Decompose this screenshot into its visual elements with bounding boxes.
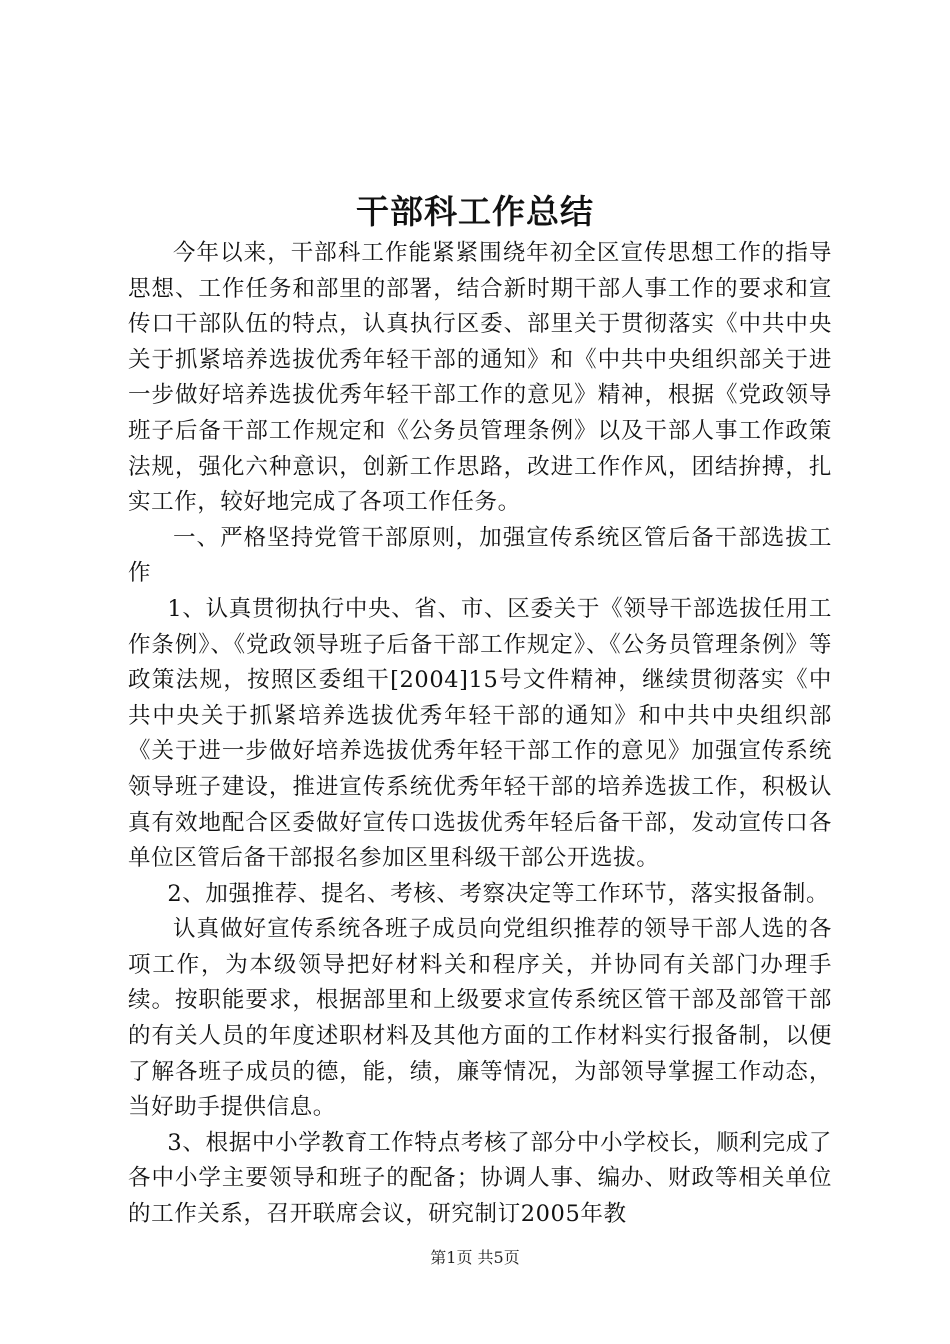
item-paragraph-3: 3、根据中小学教育工作特点考核了部分中小学校长，顺利完成了各中小学主要领导和班子的配备；协调人事、编办、财政等相关单位的工作关系，召开联席会议，研究制订2005年教 xyxy=(128,1129,832,1228)
page-number-footer: 第1页 共5页 xyxy=(430,1248,520,1267)
document-body xyxy=(128,236,832,1233)
item-paragraph-1: 1、认真贯彻执行中央、省、市、区委关于《领导干部选拔任用工作条例》、《党政领导班子后备干部工作规定》、《公务员管理条例》等政策法规，按照区委组干[2004]15号文件精神，继续贯彻落实《中共中央关于抓紧培养选拔优秀年轻干部的通知》和中共中央组织部《关于进一步做好培养选拔优秀年轻干部工作的意见》加强宣传系统领导班子建设，推进宣传系统优秀年轻干部的培养选拔工作，积极认真有效地配合区委做好宣传口选拔优秀年轻后备干部，发动宣传口各单位区管后备干部报名参加区里科级干部公开选拔。 xyxy=(128,595,832,872)
body-paragraph: 认真做好宣传系统各班子成员向党组织推荐的领导干部人选的各项工作，为本级领导把好材料关和程序关，并协同有关部门办理手续。按职能要求，根据部里和上级要求宣传系统区管干部及部管干部的有关人员的年度述职材料及其他方面的工作材料实行报备制，以便了解各班子成员的德，能，绩，廉等情况，为部领导掌握工作动态，当好助手提供信息。 xyxy=(128,916,832,1121)
item-paragraph-2: 2、加强推荐、提名、考核、考察决定等工作环节，落实报备制。 xyxy=(167,880,830,907)
section-heading-1: 一、严格坚持党管干部原则，加强宣传系统区管后备干部选拔工作 xyxy=(128,524,832,587)
intro-paragraph: 今年以来，干部科工作能紧紧围绕年初全区宣传思想工作的指导思想、工作任务和部里的部署，结合新时期干部人事工作的要求和宣传口干部队伍的特点，认真执行区委、部里关于贯彻落实《中共中央关于抓紧培养选拔优秀年轻干部的通知》和《中共中央组织部关于进一步做好培养选拔优秀年轻干部工作的意见》精神，根据《党政领导班子后备干部工作规定和《公务员管理条例》以及干部人事工作政策法规，强化六种意识，创新工作思路，改进工作作风，团结拚搏，扎实工作，较好地完成了各项工作任务。 xyxy=(128,240,832,516)
document-title: 干部科工作总结 xyxy=(356,192,594,231)
